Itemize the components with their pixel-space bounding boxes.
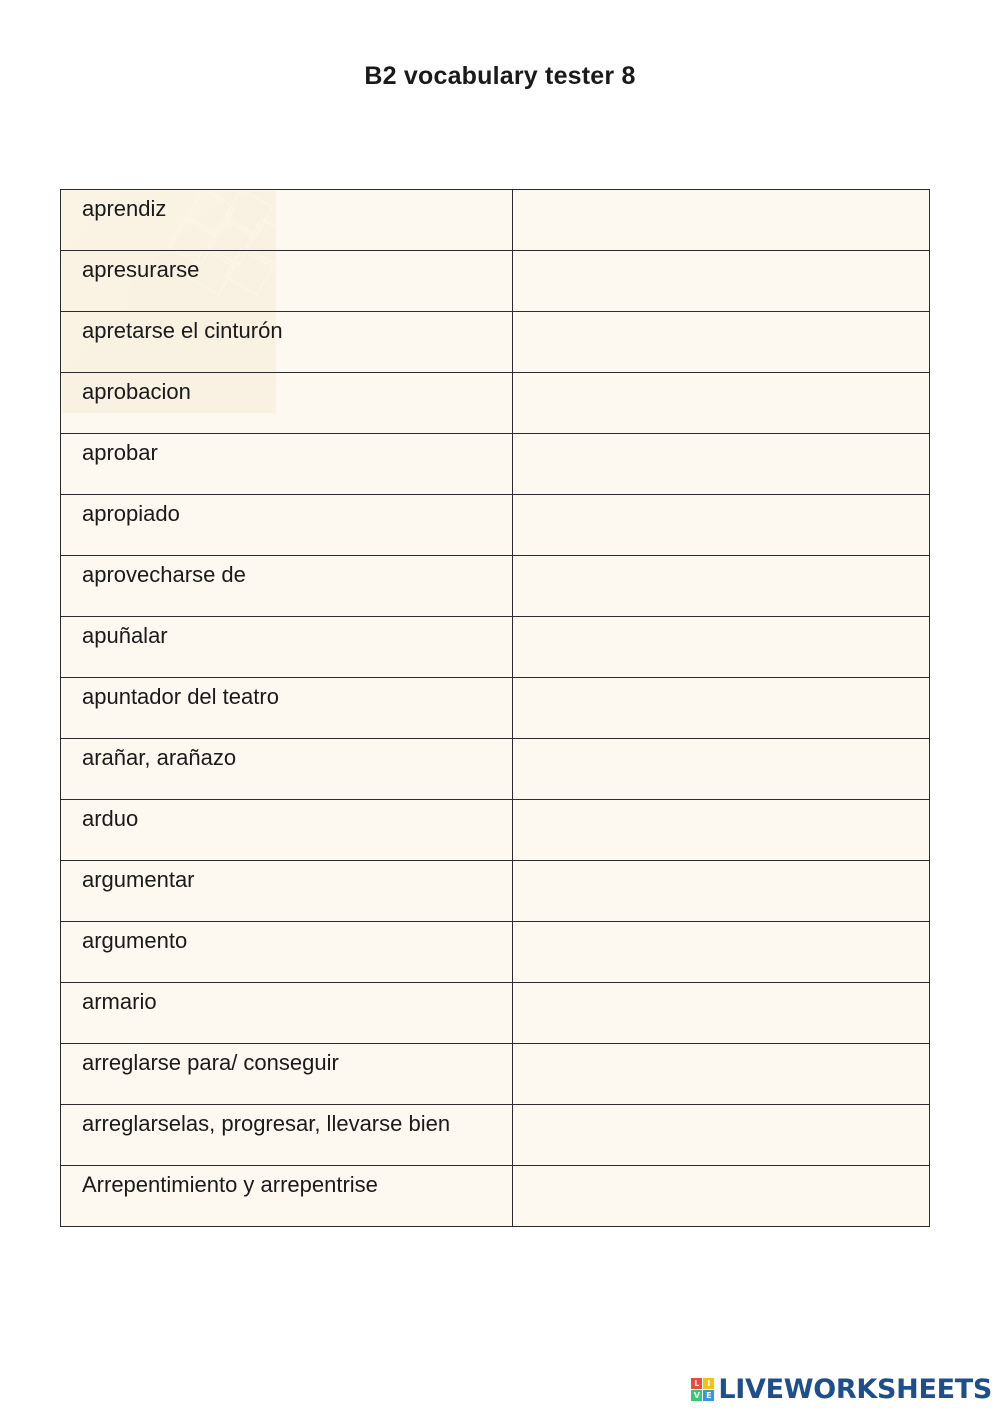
answer-cell bbox=[513, 251, 930, 312]
vocabulary-table bbox=[60, 189, 930, 1227]
answer-input[interactable] bbox=[513, 983, 929, 1043]
word-cell bbox=[61, 373, 513, 434]
vocabulary-word: aprendiz bbox=[82, 196, 167, 221]
vocabulary-word: argumentar bbox=[82, 867, 195, 892]
answer-cell bbox=[513, 922, 930, 983]
answer-cell bbox=[513, 1044, 930, 1105]
vocabulary-word: arreglarse para/ conseguir bbox=[82, 1050, 339, 1075]
word-cell bbox=[61, 800, 513, 861]
answer-cell bbox=[513, 434, 930, 495]
word-cell bbox=[61, 861, 513, 922]
word-cell bbox=[61, 983, 513, 1044]
table-row bbox=[61, 251, 930, 312]
liveworksheets-logo-icon bbox=[691, 1378, 714, 1401]
table-row bbox=[61, 1166, 930, 1227]
word-cell bbox=[61, 556, 513, 617]
logo-letter: I bbox=[703, 1378, 714, 1389]
brand-name: LIVEWORKSHEETS bbox=[718, 1374, 992, 1405]
word-cell bbox=[61, 678, 513, 739]
answer-input[interactable] bbox=[513, 739, 929, 799]
vocabulary-word: arduo bbox=[82, 806, 139, 831]
answer-input[interactable] bbox=[513, 434, 929, 494]
word-cell bbox=[61, 495, 513, 556]
answer-input[interactable] bbox=[513, 1166, 929, 1226]
vocabulary-word: apuntador del teatro bbox=[82, 684, 279, 709]
table-row bbox=[61, 312, 930, 373]
word-cell bbox=[61, 312, 513, 373]
answer-input[interactable] bbox=[513, 678, 929, 738]
answer-cell bbox=[513, 312, 930, 373]
vocabulary-word: Arrepentimiento y arrepentrise bbox=[82, 1172, 378, 1197]
answer-input[interactable] bbox=[513, 251, 929, 311]
table-row bbox=[61, 495, 930, 556]
answer-cell bbox=[513, 556, 930, 617]
vocabulary-word: aprovecharse de bbox=[82, 562, 246, 587]
word-cell bbox=[61, 922, 513, 983]
answer-input[interactable] bbox=[513, 495, 929, 555]
answer-input[interactable] bbox=[513, 922, 929, 982]
table-row bbox=[61, 190, 930, 251]
table-row bbox=[61, 1105, 930, 1166]
word-cell bbox=[61, 1044, 513, 1105]
answer-input[interactable] bbox=[513, 373, 929, 433]
logo-letter: E bbox=[703, 1390, 714, 1401]
vocabulary-word: apresurarse bbox=[82, 257, 200, 282]
word-cell bbox=[61, 1166, 513, 1227]
answer-cell bbox=[513, 800, 930, 861]
table-row bbox=[61, 373, 930, 434]
vocabulary-word: apropiado bbox=[82, 501, 180, 526]
vocabulary-table-container bbox=[60, 189, 928, 1227]
worksheet-title: B2 vocabulary tester 8 bbox=[364, 62, 636, 90]
logo-letter: V bbox=[691, 1390, 702, 1401]
table-row bbox=[61, 1044, 930, 1105]
table-row bbox=[61, 556, 930, 617]
answer-input[interactable] bbox=[513, 617, 929, 677]
answer-cell bbox=[513, 1166, 930, 1227]
answer-input[interactable] bbox=[513, 1044, 929, 1104]
answer-cell bbox=[513, 678, 930, 739]
vocabulary-word: aprobar bbox=[82, 440, 158, 465]
answer-cell bbox=[513, 495, 930, 556]
answer-input[interactable] bbox=[513, 1105, 929, 1165]
vocabulary-word: arreglarselas, progresar, llevarse bien bbox=[82, 1111, 451, 1136]
word-cell bbox=[61, 617, 513, 678]
table-row bbox=[61, 861, 930, 922]
table-row bbox=[61, 678, 930, 739]
vocabulary-word: armario bbox=[82, 989, 157, 1014]
table-row bbox=[61, 800, 930, 861]
table-row bbox=[61, 739, 930, 800]
answer-cell bbox=[513, 983, 930, 1044]
answer-input[interactable] bbox=[513, 312, 929, 372]
word-cell bbox=[61, 251, 513, 312]
word-cell bbox=[61, 434, 513, 495]
answer-cell bbox=[513, 739, 930, 800]
answer-cell bbox=[513, 373, 930, 434]
table-row bbox=[61, 983, 930, 1044]
liveworksheets-brand bbox=[691, 1374, 992, 1405]
vocabulary-word: apretarse el cinturón bbox=[82, 318, 283, 343]
table-row bbox=[61, 434, 930, 495]
answer-cell bbox=[513, 1105, 930, 1166]
vocabulary-word: arañar, arañazo bbox=[82, 745, 237, 770]
answer-cell bbox=[513, 861, 930, 922]
vocabulary-word: apuñalar bbox=[82, 623, 168, 648]
vocabulary-word: argumento bbox=[82, 928, 188, 953]
table-row bbox=[61, 922, 930, 983]
vocabulary-word: aprobacion bbox=[82, 379, 191, 404]
word-cell bbox=[61, 1105, 513, 1166]
answer-input[interactable] bbox=[513, 800, 929, 860]
table-row bbox=[61, 617, 930, 678]
word-cell bbox=[61, 190, 513, 251]
logo-letter: L bbox=[691, 1378, 702, 1389]
answer-input[interactable] bbox=[513, 861, 929, 921]
answer-input[interactable] bbox=[513, 556, 929, 616]
answer-cell bbox=[513, 190, 930, 251]
answer-cell bbox=[513, 617, 930, 678]
answer-input[interactable] bbox=[513, 190, 929, 250]
word-cell bbox=[61, 739, 513, 800]
